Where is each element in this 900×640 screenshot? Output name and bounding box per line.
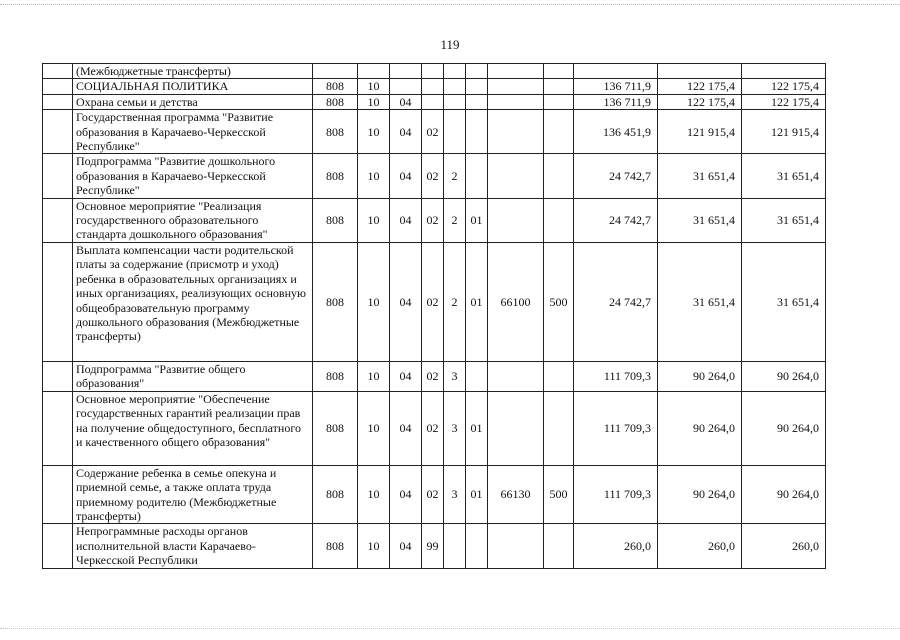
table-row <box>43 524 826 568</box>
subprogram-code-cell <box>444 94 466 109</box>
row-name-cell: Подпрограмма "Развитие общего образования" <box>73 361 313 391</box>
amount-year3-cell: 122 175,4 <box>742 79 826 94</box>
section-code-cell: 10 <box>358 361 390 391</box>
subprogram-code-cell: 3 <box>444 391 466 465</box>
direction-code-cell <box>488 154 544 198</box>
subsection-code-cell: 04 <box>390 465 422 524</box>
subsection-code-cell <box>390 79 422 94</box>
direction-code-cell <box>488 64 544 79</box>
row-name-cell: Основное мероприятие "Реализация государственного образовательного стандарта дошкольного образования" <box>73 198 313 242</box>
amount-year2-cell: 90 264,0 <box>658 391 742 465</box>
expense-type-cell <box>544 524 574 568</box>
direction-code-cell <box>488 94 544 109</box>
section-code-cell: 10 <box>358 94 390 109</box>
section-code-cell: 10 <box>358 110 390 154</box>
program-code-cell: 99 <box>422 524 444 568</box>
subsection-code-cell: 04 <box>390 391 422 465</box>
program-code-cell <box>422 79 444 94</box>
row-index-cell <box>43 524 73 568</box>
amount-year1-cell: 24 742,7 <box>574 242 658 361</box>
activity-code-cell <box>466 524 488 568</box>
amount-year2-cell: 122 175,4 <box>658 79 742 94</box>
direction-code-cell <box>488 79 544 94</box>
ved-code-cell: 808 <box>313 198 358 242</box>
amount-year2-cell: 31 651,4 <box>658 242 742 361</box>
expense-type-cell <box>544 64 574 79</box>
program-code-cell <box>422 64 444 79</box>
activity-code-cell <box>466 79 488 94</box>
ved-code-cell: 808 <box>313 391 358 465</box>
amount-year1-cell <box>574 64 658 79</box>
subprogram-code-cell: 2 <box>444 198 466 242</box>
row-index-cell <box>43 94 73 109</box>
ved-code-cell: 808 <box>313 79 358 94</box>
row-index-cell <box>43 198 73 242</box>
row-index-cell <box>43 465 73 524</box>
ved-code-cell <box>313 64 358 79</box>
direction-code-cell <box>488 524 544 568</box>
subsection-code-cell: 04 <box>390 524 422 568</box>
ved-code-cell: 808 <box>313 524 358 568</box>
amount-year1-cell: 111 709,3 <box>574 361 658 391</box>
table-row <box>43 94 826 109</box>
amount-year2-cell <box>658 64 742 79</box>
amount-year3-cell <box>742 64 826 79</box>
amount-year1-cell: 260,0 <box>574 524 658 568</box>
row-name-cell: Государственная программа "Развитие образования в Карачаево-Черкесской Республике" <box>73 110 313 154</box>
section-code-cell: 10 <box>358 198 390 242</box>
activity-code-cell <box>466 64 488 79</box>
ved-code-cell: 808 <box>313 110 358 154</box>
section-code-cell: 10 <box>358 465 390 524</box>
table-row <box>43 242 826 361</box>
row-name-cell: Основное мероприятие "Обеспечение государственных гарантий реализации прав на получение общедоступного, бесплатного и качественного общего образования" <box>73 391 313 465</box>
amount-year3-cell: 31 651,4 <box>742 242 826 361</box>
row-name-cell: СОЦИАЛЬНАЯ ПОЛИТИКА <box>73 79 313 94</box>
ved-code-cell: 808 <box>313 154 358 198</box>
program-code-cell: 02 <box>422 391 444 465</box>
expense-type-cell: 500 <box>544 465 574 524</box>
row-index-cell <box>43 110 73 154</box>
subprogram-code-cell: 2 <box>444 242 466 361</box>
scan-edge-bottom <box>0 628 900 629</box>
direction-code-cell <box>488 391 544 465</box>
row-name-cell: Непрограммные расходы органов исполнительной власти Карачаево-Черкесской Республики <box>73 524 313 568</box>
table-row <box>43 154 826 198</box>
row-index-cell <box>43 242 73 361</box>
expense-type-cell <box>544 79 574 94</box>
expense-type-cell <box>544 198 574 242</box>
activity-code-cell: 01 <box>466 465 488 524</box>
amount-year3-cell: 122 175,4 <box>742 94 826 109</box>
table-row <box>43 361 826 391</box>
expense-type-cell <box>544 110 574 154</box>
table-row <box>43 198 826 242</box>
scan-edge-top <box>0 4 900 5</box>
expense-type-cell <box>544 391 574 465</box>
amount-year1-cell: 111 709,3 <box>574 465 658 524</box>
program-code-cell: 02 <box>422 465 444 524</box>
amount-year2-cell: 90 264,0 <box>658 465 742 524</box>
direction-code-cell: 66100 <box>488 242 544 361</box>
subsection-code-cell: 04 <box>390 154 422 198</box>
expense-type-cell <box>544 361 574 391</box>
amount-year2-cell: 31 651,4 <box>658 198 742 242</box>
section-code-cell <box>358 64 390 79</box>
row-index-cell <box>43 154 73 198</box>
amount-year1-cell: 24 742,7 <box>574 198 658 242</box>
activity-code-cell <box>466 110 488 154</box>
row-index-cell <box>43 361 73 391</box>
activity-code-cell <box>466 361 488 391</box>
section-code-cell: 10 <box>358 391 390 465</box>
program-code-cell <box>422 94 444 109</box>
program-code-cell: 02 <box>422 242 444 361</box>
subsection-code-cell: 04 <box>390 361 422 391</box>
section-code-cell: 10 <box>358 242 390 361</box>
subprogram-code-cell: 2 <box>444 154 466 198</box>
section-code-cell: 10 <box>358 154 390 198</box>
direction-code-cell <box>488 110 544 154</box>
table-row <box>43 465 826 524</box>
row-name-cell: Выплата компенсации части родительской платы за содержание (присмотр и уход) ребенка в образовательных организациях и иных организациях, реализующих основную общеобразовательную программу дошкольного образования (Межбюджетные трансферты) <box>73 242 313 361</box>
row-name-cell: (Межбюджетные трансферты) <box>73 64 313 79</box>
ved-code-cell: 808 <box>313 94 358 109</box>
activity-code-cell: 01 <box>466 391 488 465</box>
expense-type-cell: 500 <box>544 242 574 361</box>
subsection-code-cell <box>390 64 422 79</box>
direction-code-cell: 66130 <box>488 465 544 524</box>
amount-year1-cell: 24 742,7 <box>574 154 658 198</box>
amount-year3-cell: 260,0 <box>742 524 826 568</box>
subsection-code-cell: 04 <box>390 242 422 361</box>
amount-year3-cell: 90 264,0 <box>742 361 826 391</box>
program-code-cell: 02 <box>422 361 444 391</box>
direction-code-cell <box>488 361 544 391</box>
amount-year3-cell: 31 651,4 <box>742 154 826 198</box>
budget-table <box>42 63 826 569</box>
activity-code-cell <box>466 154 488 198</box>
page-number: 119 <box>440 37 460 52</box>
subsection-code-cell: 04 <box>390 94 422 109</box>
subprogram-code-cell <box>444 524 466 568</box>
amount-year1-cell: 111 709,3 <box>574 391 658 465</box>
section-code-cell: 10 <box>358 524 390 568</box>
subsection-code-cell: 04 <box>390 198 422 242</box>
amount-year2-cell: 121 915,4 <box>658 110 742 154</box>
amount-year1-cell: 136 711,9 <box>574 94 658 109</box>
amount-year2-cell: 31 651,4 <box>658 154 742 198</box>
amount-year3-cell: 90 264,0 <box>742 465 826 524</box>
subprogram-code-cell: 3 <box>444 465 466 524</box>
activity-code-cell: 01 <box>466 198 488 242</box>
amount-year2-cell: 90 264,0 <box>658 361 742 391</box>
section-code-cell: 10 <box>358 79 390 94</box>
activity-code-cell: 01 <box>466 242 488 361</box>
ved-code-cell: 808 <box>313 361 358 391</box>
ved-code-cell: 808 <box>313 465 358 524</box>
program-code-cell: 02 <box>422 198 444 242</box>
amount-year1-cell: 136 711,9 <box>574 79 658 94</box>
amount-year3-cell: 121 915,4 <box>742 110 826 154</box>
row-name-cell: Охрана семьи и детства <box>73 94 313 109</box>
amount-year2-cell: 260,0 <box>658 524 742 568</box>
activity-code-cell <box>466 94 488 109</box>
amount-year2-cell: 122 175,4 <box>658 94 742 109</box>
row-name-cell: Подпрограмма "Развитие дошкольного образования в Карачаево-Черкесской Республике" <box>73 154 313 198</box>
table-row <box>43 391 826 465</box>
subprogram-code-cell <box>444 79 466 94</box>
table-row <box>43 110 826 154</box>
row-index-cell <box>43 391 73 465</box>
table-body <box>43 64 826 569</box>
expense-type-cell <box>544 94 574 109</box>
ved-code-cell: 808 <box>313 242 358 361</box>
amount-year3-cell: 90 264,0 <box>742 391 826 465</box>
row-index-cell <box>43 64 73 79</box>
row-index-cell <box>43 79 73 94</box>
subprogram-code-cell: 3 <box>444 361 466 391</box>
subprogram-code-cell <box>444 64 466 79</box>
program-code-cell: 02 <box>422 110 444 154</box>
program-code-cell: 02 <box>422 154 444 198</box>
direction-code-cell <box>488 198 544 242</box>
subsection-code-cell: 04 <box>390 110 422 154</box>
subprogram-code-cell <box>444 110 466 154</box>
expense-type-cell <box>544 154 574 198</box>
table-row <box>43 79 826 94</box>
amount-year1-cell: 136 451,9 <box>574 110 658 154</box>
table-row <box>43 64 826 79</box>
row-name-cell: Содержание ребенка в семье опекуна и приемной семье, а также оплата труда приемному родителю (Межбюджетные трансферты) <box>73 465 313 524</box>
amount-year3-cell: 31 651,4 <box>742 198 826 242</box>
